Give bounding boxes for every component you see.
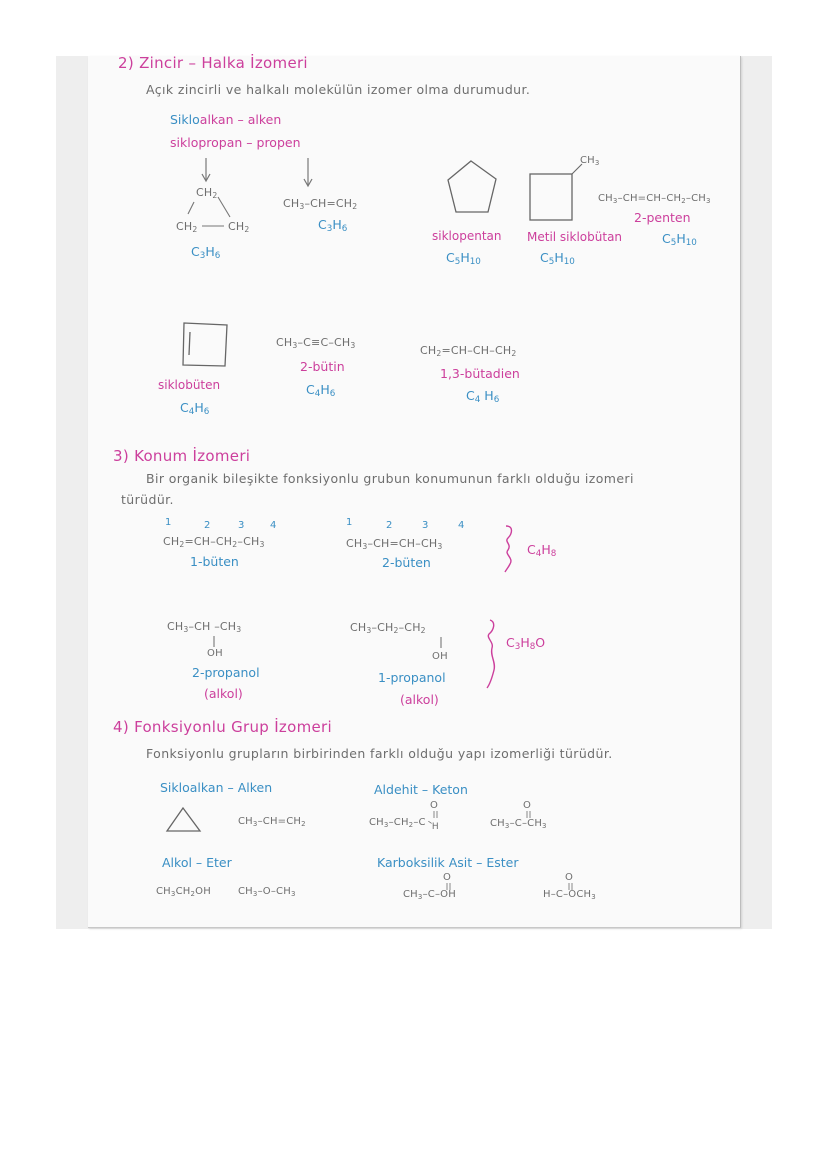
cyclopentane-ring-icon	[446, 160, 502, 216]
section-2-description: Açık zincirli ve halkalı molekülün izomer olma durumudur.	[146, 82, 531, 97]
notebook-page	[88, 56, 741, 928]
aldehyde-structure: $CH_3-CH_2-C-H$	[369, 816, 439, 832]
cyclopropane-triangle-icon	[166, 806, 202, 834]
carbonyl-oxygen: O	[443, 872, 452, 883]
propene-structure: $CH_3-CH=CH_2$	[283, 197, 358, 211]
propanol-1-class: (alkol)	[400, 692, 439, 707]
bond-line	[439, 637, 443, 649]
propanol-2-class: (alkol)	[204, 686, 243, 701]
propene-formula: $C_3H_6$	[318, 217, 348, 235]
arrow-down-icon	[302, 158, 314, 188]
butyne-formula: $C_4H_6$	[306, 382, 336, 400]
butyne-name: 2-bütin	[300, 359, 345, 374]
pair-title-cycloalkane-alkene: Sikloalkan – Alken	[160, 780, 273, 795]
methylcyclobutane-formula: $C_5H_{10}$	[540, 250, 575, 268]
carbonyl-oxygen: O	[523, 800, 532, 811]
propanol-2-name: 2-propanol	[192, 665, 260, 680]
propanol-1-structure: $CH_3-CH_2-CH_2$	[350, 621, 426, 635]
propanol-1-hydroxyl: OH	[432, 651, 448, 662]
cyclobutene-formula: $C_4H_6$	[180, 400, 210, 418]
methyl-formate-structure: $H-C-OCH_3$	[543, 889, 596, 901]
carbon-number: 3	[422, 520, 429, 531]
curly-brace-icon	[502, 524, 516, 574]
cyclopentane-formula: $C_5H_{10}$	[446, 250, 481, 268]
cyclopentane-name: siklopentan	[432, 229, 502, 243]
butene-1-structure: $CH_2=CH-CH_2-CH_3$	[163, 535, 265, 549]
section-4-title: 4) Fonksiyonlu Grup İzomeri	[113, 718, 332, 736]
section-4-description: Fonksiyonlu grupların birbirinden farklı olduğu yapı izomerliği türüdür.	[146, 746, 613, 761]
pair-title-acid-ester: Karboksilik Asit – Ester	[377, 855, 519, 870]
carbon-number: 2	[386, 520, 393, 531]
butene-group-formula: $C_4H_8$	[527, 542, 557, 560]
dimethyl-ether-structure: $CH_3-O-CH_3$	[238, 886, 296, 898]
cyclopropane-top-carbon: $CH_2$	[196, 186, 218, 200]
carbonyl-oxygen: O	[565, 872, 574, 883]
cyclobutene-ring-icon	[180, 320, 230, 370]
methylcyclobutane-name: Metil siklobütan	[527, 230, 623, 244]
propanol-2-hydroxyl: OH	[207, 648, 223, 659]
butyne-structure: $CH_3-C\equiv C-CH_3$	[276, 336, 356, 350]
carbon-number: 4	[458, 520, 465, 531]
carbon-number: 1	[165, 517, 172, 528]
butadiene-formula: $C_4$ $H_6$	[466, 388, 500, 406]
pair-heading-prefix: Siklo	[170, 112, 200, 127]
section-3-description-line2: türüdür.	[121, 492, 174, 507]
pentene-structure: $CH_3-CH=CH-CH_2-CH_3$	[598, 193, 711, 205]
carbon-number: 3	[238, 520, 245, 531]
carbon-number: 4	[270, 520, 277, 531]
propanol-1-name: 1-propanol	[378, 670, 446, 685]
section-2-title: 2) Zincir – Halka İzomeri	[118, 54, 308, 72]
pair-title-alcohol-ether: Alkol – Eter	[162, 855, 232, 870]
methylcyclobutane-ring-icon	[528, 160, 588, 222]
butadiene-name: 1,3-bütadien	[440, 366, 520, 381]
arrow-down-icon	[200, 158, 212, 184]
butene-2-name: 2-büten	[382, 555, 431, 570]
propanol-2-structure: $CH_3-CH$ $-CH_3$	[167, 620, 242, 634]
cyclobutene-name: siklobüten	[158, 378, 221, 392]
ketone-structure: $CH_3-C-CH_3$	[490, 818, 547, 830]
curly-brace-icon	[484, 618, 500, 690]
pair1-alkene-structure: $CH_3-CH=CH_2$	[238, 816, 306, 828]
cyclopropane-formula: $C_3H_6$	[191, 244, 221, 262]
cyclopropane-right-carbon: $CH_2$	[228, 220, 250, 234]
methyl-substituent: $CH_3$	[580, 155, 600, 167]
pentene-name: 2-penten	[634, 210, 691, 225]
pair-heading-cyclopropane-propene: siklopropan – propen	[170, 135, 301, 150]
propanol-group-formula: $C_3H_8O$	[506, 635, 546, 653]
pair-title-aldehyde-ketone: Aldehit – Keton	[374, 782, 468, 797]
pair-heading-cycloalkane-alkene	[170, 114, 281, 127]
butadiene-structure: $CH_2=CH-CH-CH_2$	[420, 344, 517, 358]
pair-heading-rest: alkan – alken	[199, 112, 282, 127]
pentene-formula: $C_5H_{10}$	[662, 231, 697, 249]
bond-line	[212, 636, 216, 648]
carbon-number: 1	[346, 517, 353, 528]
carbon-number: 2	[204, 520, 211, 531]
cyclopropane-left-carbon: $CH_2$	[176, 220, 198, 234]
section-3-title: 3) Konum İzomeri	[113, 447, 251, 465]
butene-1-name: 1-büten	[190, 554, 239, 569]
butene-2-structure: $CH_3-CH=CH-CH_3$	[346, 537, 443, 551]
ethanol-structure: $CH_3CH_2OH$	[156, 886, 211, 898]
carbonyl-oxygen: O	[430, 800, 439, 811]
section-3-description-line1: Bir organik bileşikte fonksiyonlu grubun konumunun farklı olduğu izomeri	[146, 471, 634, 486]
acetic-acid-structure: $CH_3-C-OH$	[403, 889, 456, 901]
